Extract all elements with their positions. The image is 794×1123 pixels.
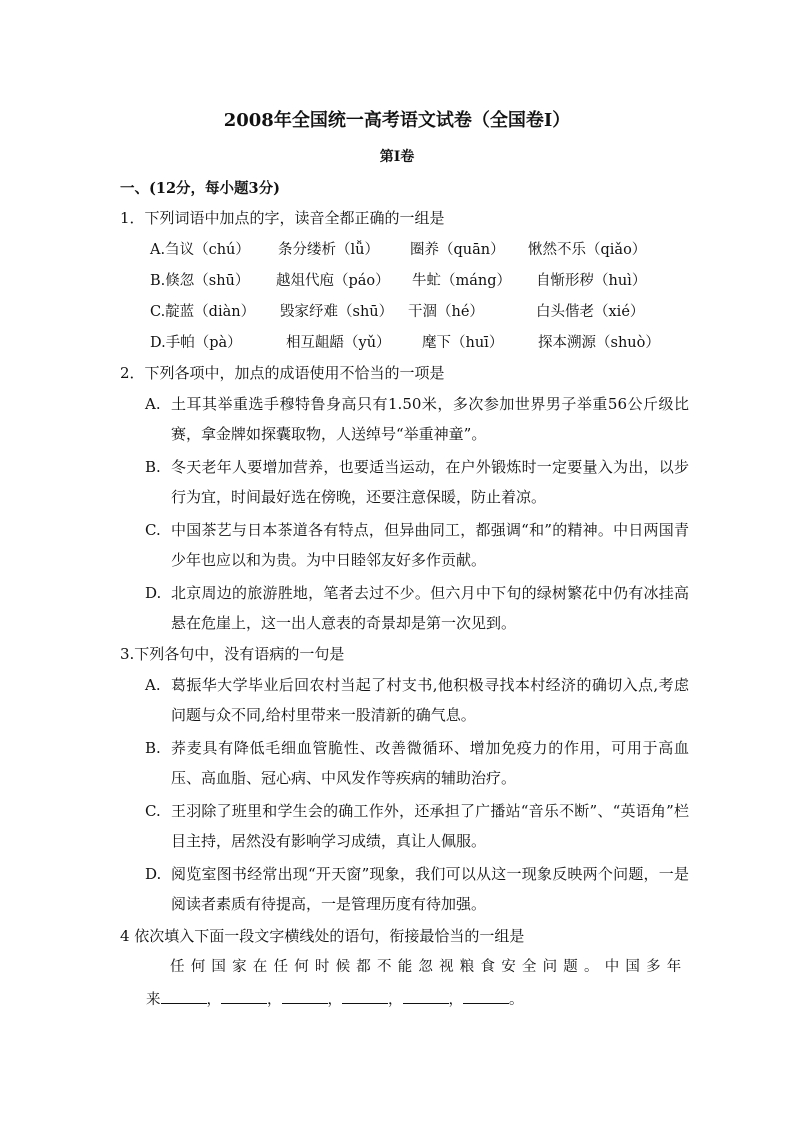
q1-a-word-1: A.刍议（chú）	[150, 242, 250, 258]
choice-text: 北京周边的旅游胜地，笔者去过不少。但六月中下旬的绿树繁花中仍有冰挂高悬在危崖上，这一出人意表的奇景却是第一次见到。	[171, 584, 689, 632]
page-title: 2008年全国统一高考语文试卷（全国卷Ⅰ）	[223, 110, 571, 131]
choice-label: C.	[145, 802, 161, 820]
q1-b-word-4: 自惭形秽（huì）	[536, 273, 647, 289]
q1-a-word-2: 条分缕析（lǚ）	[278, 242, 379, 258]
choice-label: A.	[145, 395, 161, 413]
choice-text: 王羽除了班里和学生会的确工作外，还承担了广播站“音乐不断”、“英语角”栏目主持，居然没有影响学习成绩，真让人佩服。	[171, 802, 689, 850]
q1-d-word-3: 麾下（huī）	[422, 335, 504, 351]
question-2-stem: 2．下列各项中，加点的成语使用不恰当的一项是	[120, 364, 445, 382]
choice-text: 中国茶艺与日本茶道各有特点，但异曲同工，都强调“和”的精神。中日两国青少年也应以和为贵。为中日睦邻友好多作贡献。	[171, 521, 689, 569]
choice-label: D.	[145, 865, 162, 883]
passage-end-mark: 。	[509, 992, 524, 1008]
q1-b-word-1: B.倏忽（shū）	[150, 273, 250, 289]
q1-a-word-3: 圈养（quān）	[410, 242, 505, 258]
section-heading: 一、(12分，每小题3分)	[120, 180, 280, 197]
blank-separator: ，	[388, 992, 403, 1008]
question-4-stem: 4 依次填入下面一段文字横线处的语句，衔接最恰当的一组是	[120, 927, 525, 945]
choice-label: B.	[145, 458, 161, 476]
choice-label: B.	[145, 739, 161, 757]
q1-option-row-d	[150, 331, 670, 351]
q1-c-word-2: 毁家纾难（shū）	[280, 304, 394, 320]
blank-separator: ，	[206, 992, 221, 1008]
q1-d-word-1: D.手帕（pà）	[150, 335, 242, 351]
q1-option-row-c	[150, 300, 670, 320]
choice-label: D.	[145, 584, 162, 602]
choice-text: 土耳其举重选手穆特鲁身高只有1.50米，多次参加世界男子举重56公斤级比赛，拿金牌如探囊取物，人送绰号“举重神童”。	[171, 395, 689, 443]
choice-label: C.	[145, 521, 161, 539]
blank-3	[282, 989, 328, 1004]
q4-passage-line-2	[146, 988, 524, 1009]
choice-text: 阅览室图书经常出现“开天窗”现象，我们可以从这一现象反映两个问题，一是阅读者素质有待提高，一是管理历度有待加强。	[171, 865, 689, 913]
question-1-stem: 1．下列词语中加点的字，读音全都正确的一组是	[120, 209, 445, 227]
choice-text: 葛振华大学毕业后回农村当起了村支书,他积极寻找本村经济的确切入点,考虑问题与众不同,给村里带来一股清新的确气息。	[171, 676, 689, 724]
blank-2	[221, 989, 267, 1004]
volume-heading: 第I卷	[379, 149, 415, 165]
blank-5	[403, 989, 449, 1004]
q1-b-word-3: 牛虻（máng）	[412, 273, 512, 289]
q1-c-word-1: C.靛蓝（diàn）	[150, 304, 256, 320]
blank-4	[342, 989, 388, 1004]
choice-text: 荞麦具有降低毛细血管脆性、改善微循环、增加免疫力的作用，可用于高血压、高血脂、冠心病、中风发作等疾病的辅助治疗。	[171, 739, 689, 787]
choice-label: A.	[145, 676, 161, 694]
blank-separator: ，	[267, 992, 282, 1008]
q1-b-word-2: 越俎代庖（páo）	[276, 273, 390, 289]
q1-option-row-b	[150, 269, 670, 289]
q1-d-word-2: 相互龃龉（yǔ）	[286, 335, 391, 351]
blank-1	[161, 989, 207, 1004]
q4-line-prefix: 来	[146, 992, 161, 1008]
q1-a-word-4: 愀然不乐（qiǎo）	[528, 242, 647, 258]
q1-option-row-a	[150, 238, 670, 258]
q4-passage-line-1: 任何国家在任何时候都不能忽视粮食安全问题。中国多年	[170, 959, 688, 975]
q1-c-word-3: 干涸（hé）	[408, 304, 484, 320]
q1-c-word-4: 白头偕老（xié）	[536, 304, 645, 320]
question-3-stem: 3.下列各句中，没有语病的一句是	[120, 645, 345, 663]
blank-separator: ，	[448, 992, 463, 1008]
choice-text: 冬天老年人要增加营养，也要适当运动，在户外锻炼时一定要量入为出，以步行为宜，时间最好选在傍晚，还要注意保暖，防止着凉。	[171, 458, 689, 506]
q1-d-word-4: 探本溯源（shuò）	[538, 335, 660, 351]
blank-separator: ，	[327, 992, 342, 1008]
blank-6	[463, 989, 509, 1004]
